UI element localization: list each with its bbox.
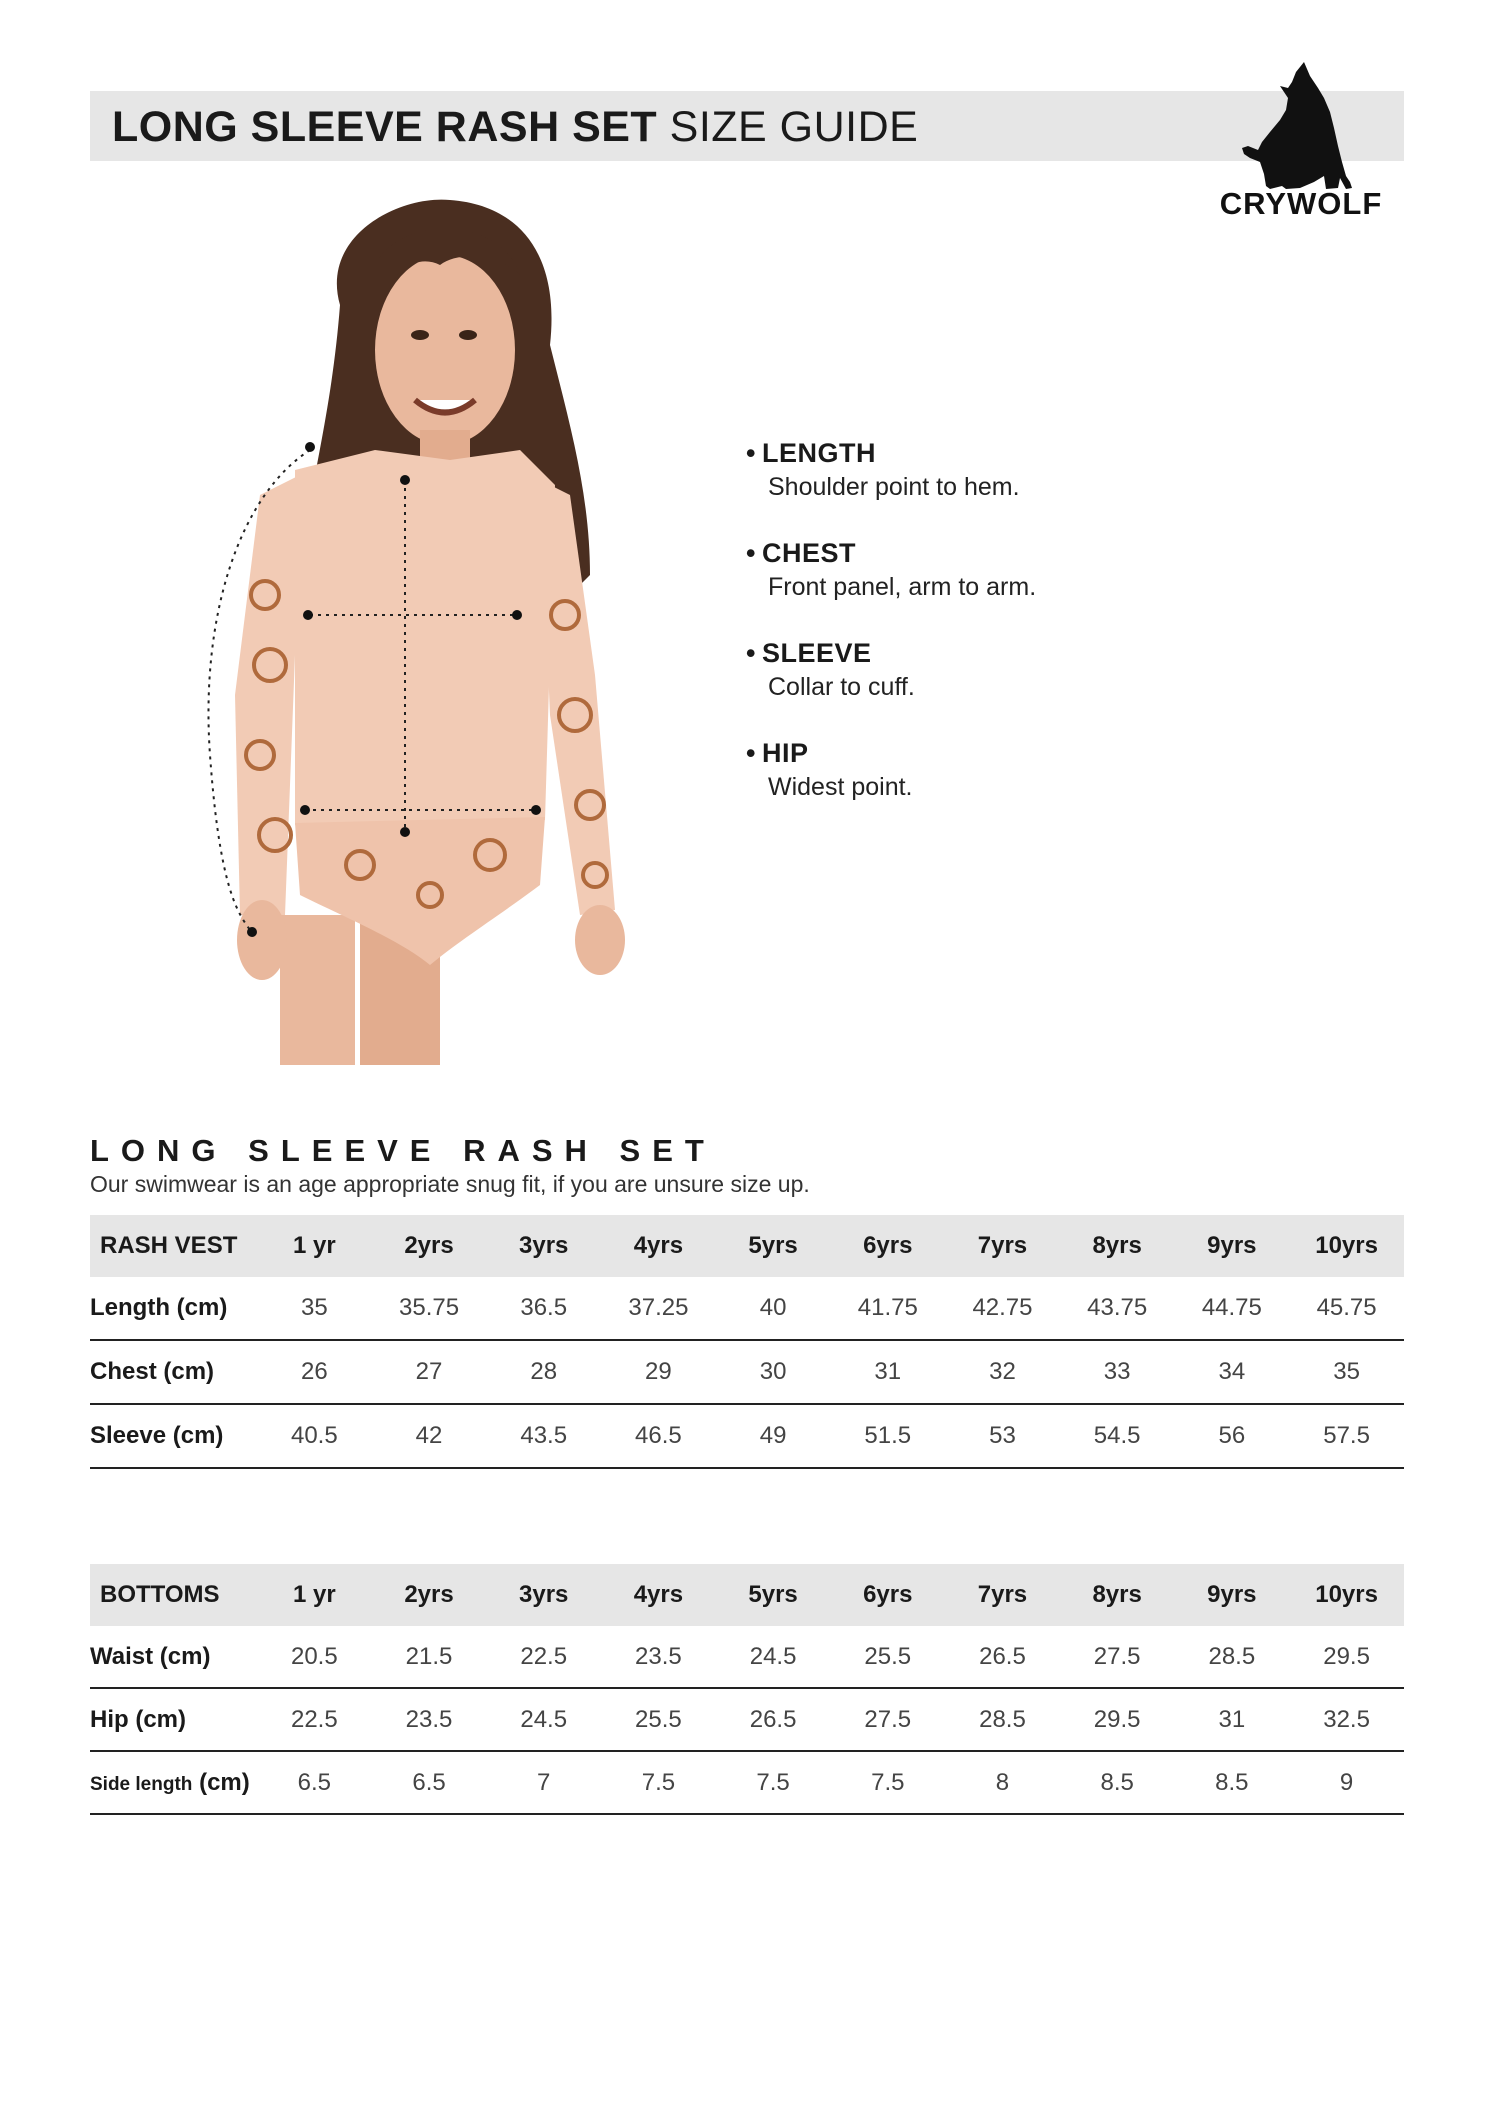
table-cell: 28 — [486, 1340, 601, 1404]
table-cell: 26 — [257, 1340, 372, 1404]
row-label-unit: (cm) — [199, 1768, 250, 1796]
legend-title: SLEEVE — [761, 638, 872, 668]
table-header-label: RASH VEST — [100, 1232, 238, 1259]
table-cell: 27.5 — [830, 1688, 945, 1751]
size-header: 1 yr — [292, 1581, 336, 1608]
table-cell: 30 — [716, 1340, 831, 1404]
table-cell: 29 — [601, 1340, 716, 1404]
table-cell: 51.5 — [830, 1404, 945, 1468]
table-cell: 49 — [716, 1404, 831, 1468]
table-cell: 46.5 — [601, 1404, 716, 1468]
legend-title: LENGTH — [761, 438, 876, 468]
table-cell: 34 — [1175, 1340, 1290, 1404]
table-cell: 29.5 — [1060, 1688, 1175, 1751]
legend-item-hip — [746, 738, 1206, 838]
rash-vest — [295, 450, 555, 825]
table-cell: 42.75 — [945, 1277, 1060, 1340]
row-label: Chest (cm) — [90, 1340, 257, 1404]
legend-title: CHEST — [761, 538, 856, 568]
size-header: 1 yr — [292, 1232, 336, 1259]
rash-vest-size-table — [90, 1215, 1404, 1469]
table-cell: 24.5 — [486, 1688, 601, 1751]
table-cell: 44.75 — [1175, 1277, 1290, 1340]
table-cell: 8.5 — [1060, 1751, 1175, 1814]
bottoms-size-table — [90, 1564, 1404, 1815]
page-title-bold: LONG SLEEVE RASH SET — [112, 103, 658, 151]
row-label: Waist (cm) — [90, 1626, 257, 1688]
legend-item-length — [746, 438, 1206, 538]
size-header: 4yrs — [633, 1581, 684, 1608]
size-header: 3yrs — [519, 1232, 569, 1259]
table-cell: 24.5 — [716, 1626, 831, 1688]
page-title — [112, 101, 918, 153]
legend-desc: Front panel, arm to arm. — [768, 573, 1037, 601]
table-cell: 57.5 — [1289, 1404, 1404, 1468]
table-cell: 22.5 — [486, 1626, 601, 1688]
row-label — [90, 1751, 257, 1814]
legend-item-sleeve — [746, 638, 1206, 738]
table-cell: 7.5 — [716, 1751, 831, 1814]
table-cell: 35 — [1289, 1340, 1404, 1404]
model-photo — [200, 195, 700, 1065]
size-header: 4yrs — [633, 1232, 684, 1259]
table-cell: 43.75 — [1060, 1277, 1175, 1340]
size-header: 9yrs — [1207, 1581, 1257, 1608]
size-header: 9yrs — [1207, 1232, 1257, 1259]
measurement-legend — [746, 438, 1206, 838]
table-cell: 35 — [257, 1277, 372, 1340]
legend-item-chest — [746, 538, 1206, 638]
size-header: 8yrs — [1092, 1581, 1142, 1608]
size-header: 5yrs — [748, 1581, 798, 1608]
bullet-icon: • — [746, 538, 756, 568]
legend-desc: Shoulder point to hem. — [768, 473, 1020, 501]
table-cell: 7 — [486, 1751, 601, 1814]
row-label-small: Side length — [90, 1773, 193, 1795]
bullet-icon: • — [746, 438, 756, 468]
table-cell: 22.5 — [257, 1688, 372, 1751]
table-row — [90, 1340, 1404, 1404]
table-row — [90, 1751, 1404, 1814]
size-header: 6yrs — [863, 1581, 913, 1608]
table-cell: 21.5 — [372, 1626, 487, 1688]
table-cell: 23.5 — [601, 1626, 716, 1688]
table-cell: 7.5 — [830, 1751, 945, 1814]
table-cell: 28.5 — [1175, 1626, 1290, 1688]
table-header-row — [90, 1215, 1404, 1277]
size-header: 3yrs — [519, 1581, 569, 1608]
table-header-label: BOTTOMS — [100, 1581, 220, 1608]
table-cell: 20.5 — [257, 1626, 372, 1688]
table-cell: 8 — [945, 1751, 1060, 1814]
table-cell: 53 — [945, 1404, 1060, 1468]
left-leg — [280, 915, 355, 1065]
table-row — [90, 1626, 1404, 1688]
size-header: 7yrs — [977, 1232, 1028, 1259]
size-header: 5yrs — [748, 1232, 798, 1259]
table-cell: 37.25 — [601, 1277, 716, 1340]
table-header-row — [90, 1564, 1404, 1626]
bullet-icon: • — [746, 638, 756, 668]
table-cell: 23.5 — [372, 1688, 487, 1751]
table-row — [90, 1404, 1404, 1468]
table-cell: 8.5 — [1175, 1751, 1290, 1814]
face — [375, 255, 515, 445]
row-label: Sleeve (cm) — [90, 1404, 257, 1468]
size-header: 10yrs — [1315, 1581, 1378, 1608]
table-cell: 9 — [1289, 1751, 1404, 1814]
table-cell: 36.5 — [486, 1277, 601, 1340]
size-header: 10yrs — [1315, 1232, 1378, 1259]
table-cell: 42 — [372, 1404, 487, 1468]
table-cell: 27 — [372, 1340, 487, 1404]
table-cell: 35.75 — [372, 1277, 487, 1340]
section-title: LONG SLEEVE RASH SET — [90, 1133, 716, 1168]
table-cell: 26.5 — [716, 1688, 831, 1751]
table-cell: 31 — [1175, 1688, 1290, 1751]
table-cell: 28.5 — [945, 1688, 1060, 1751]
table-cell: 33 — [1060, 1340, 1175, 1404]
table-cell: 32 — [945, 1340, 1060, 1404]
table-cell: 26.5 — [945, 1626, 1060, 1688]
bullet-icon: • — [746, 738, 756, 768]
table-cell: 7.5 — [601, 1751, 716, 1814]
table-row — [90, 1277, 1404, 1340]
table-cell: 54.5 — [1060, 1404, 1175, 1468]
size-header: 6yrs — [863, 1232, 913, 1259]
size-header: 8yrs — [1092, 1232, 1142, 1259]
legend-title: HIP — [761, 738, 809, 768]
table-cell: 40.5 — [257, 1404, 372, 1468]
table-cell: 43.5 — [486, 1404, 601, 1468]
section-subtitle: Our swimwear is an age appropriate snug fit, if you are unsure size up. — [90, 1171, 810, 1197]
size-header: 2yrs — [404, 1581, 454, 1608]
table-cell: 29.5 — [1289, 1626, 1404, 1688]
table-cell: 40 — [716, 1277, 831, 1340]
table-cell: 6.5 — [257, 1751, 372, 1814]
page-title-light: SIZE GUIDE — [669, 103, 919, 151]
table-cell: 45.75 — [1289, 1277, 1404, 1340]
table-cell: 27.5 — [1060, 1626, 1175, 1688]
table-cell: 31 — [830, 1340, 945, 1404]
size-header: 7yrs — [977, 1581, 1028, 1608]
legend-desc: Widest point. — [768, 773, 913, 801]
row-label: Length (cm) — [90, 1277, 257, 1340]
row-label: Hip (cm) — [90, 1688, 257, 1751]
table-cell: 32.5 — [1289, 1688, 1404, 1751]
table-cell: 25.5 — [830, 1626, 945, 1688]
legend-desc: Collar to cuff. — [768, 673, 915, 701]
table-cell: 56 — [1175, 1404, 1290, 1468]
table-row — [90, 1688, 1404, 1751]
brand-name: CRYWOLF — [1219, 186, 1383, 221]
table-cell: 25.5 — [601, 1688, 716, 1751]
table-cell: 41.75 — [830, 1277, 945, 1340]
table-cell: 6.5 — [372, 1751, 487, 1814]
size-header: 2yrs — [404, 1232, 454, 1259]
